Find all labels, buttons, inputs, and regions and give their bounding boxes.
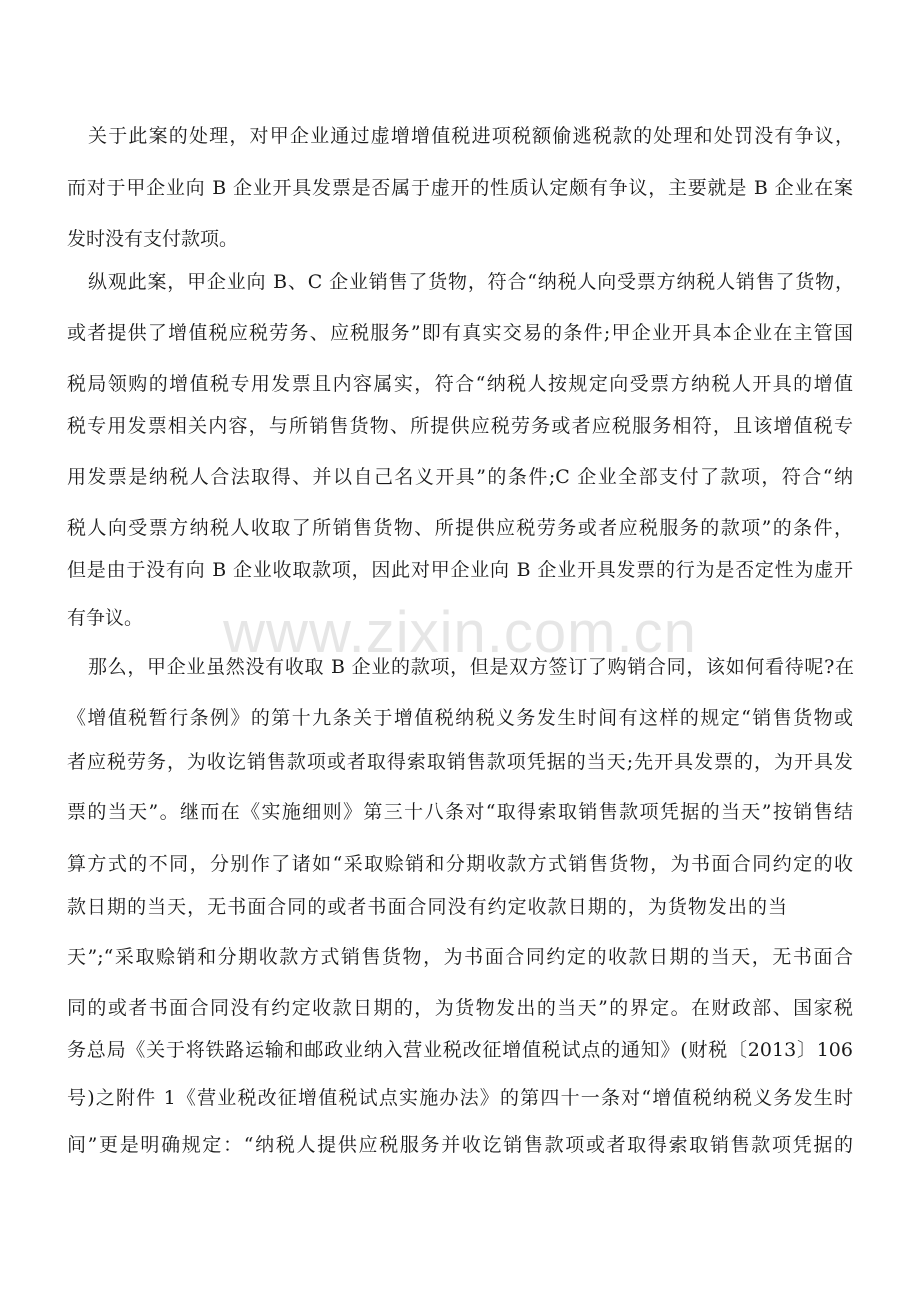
paragraph-3-line-1: 那么，甲企业虽然没有收取 B 企业的款项，但是双方签订了购销合同，该如何看待呢?在 <box>88 656 854 678</box>
paragraph-3-line-3: 者应税劳务，为收讫销售款项或者取得索取销售款项凭据的当天;先开具发票的，为开具发 <box>67 751 853 773</box>
paragraph-2-line-5: 用发票是纳税人合法取得、并以自己名义开具”的条件;C 企业全部支付了款项，符合“纳 <box>67 466 853 488</box>
paragraph-3-line-5: 算方式的不同，分别作了诸如“采取赊销和分期收款方式销售货物，为书面合同约定的收 <box>67 853 853 875</box>
paragraph-3-line-2: 《增值税暂行条例》的第十九条关于增值税纳税义务发生时间有这样的规定“销售货物或 <box>67 707 853 729</box>
paragraph-2-line-8: 有争议。 <box>67 607 144 629</box>
paragraph-2-line-1: 纵观此案，甲企业向 B、C 企业销售了货物，符合“纳税人向受票方纳税人销售了货物， <box>88 271 854 293</box>
paragraph-2-line-2: 或者提供了增值税应税劳务、应税服务”即有真实交易的条件;甲企业开具本企业在主管国 <box>67 322 853 344</box>
paragraph-2-line-6: 税人向受票方纳税人收取了所销售货物、所提供应税劳务或者应税服务的款项”的条件， <box>67 517 853 539</box>
paragraph-3-line-11: 间”更是明确规定：“纳税人提供应税服务并收讫销售款项或者取得索取销售款项凭据的 <box>67 1134 853 1156</box>
paragraph-1-line-2: 而对于甲企业向 B 企业开具发票是否属于虚开的性质认定颇有争议，主要就是 B 企业在案 <box>67 177 853 199</box>
watermark: www.zixin.com.cn <box>223 600 697 665</box>
paragraph-3-line-8: 同的或者书面合同没有约定收款日期的，为货物发出的当天”的界定。在财政部、国家税 <box>67 997 853 1019</box>
paragraph-1-line-1: 关于此案的处理，对甲企业通过虚增增值税进项税额偷逃税款的处理和处罚没有争议， <box>88 125 854 147</box>
paragraph-3-line-4: 票的当天”。继而在《实施细则》第三十八条对“取得索取销售款项凭据的当天”按销售结 <box>67 801 853 823</box>
paragraph-3-line-7: 天”;“采取赊销和分期收款方式销售货物，为书面合同约定的收款日期的当天，无书面合 <box>67 946 853 968</box>
paragraph-2-line-4: 税专用发票相关内容，与所销售货物、所提供应税劳务或者应税服务相符，且该增值税专 <box>67 415 853 437</box>
paragraph-2-line-7: 但是由于没有向 B 企业收取款项，因此对甲企业向 B 企业开具发票的行为是否定性为虚开 <box>67 559 853 581</box>
paragraph-3-line-9: 务总局《关于将铁路运输和邮政业纳入营业税改征增值税试点的通知》(财税〔2013〕106 <box>67 1039 853 1061</box>
paragraph-3-line-10: 号)之附件 1《营业税改征增值税试点实施办法》的第四十一条对“增值税纳税义务发生时 <box>67 1087 853 1109</box>
paragraph-3-line-6: 款日期的当天，无书面合同的或者书面合同没有约定收款日期的，为货物发出的当 <box>67 896 787 918</box>
paragraph-2-line-3: 税局领购的增值税专用发票且内容属实，符合“纳税人按规定向受票方纳税人开具的增值 <box>67 373 853 395</box>
paragraph-1-line-3: 发时没有支付款项。 <box>67 228 239 250</box>
